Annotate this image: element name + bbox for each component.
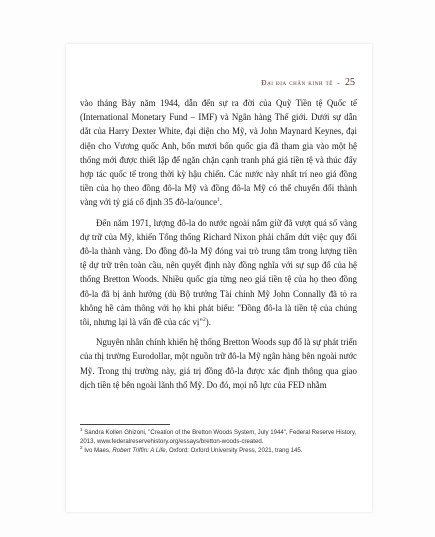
paragraph-text: Đến năm 1971, lượng đô-la do nước ngoài nắm giữ đã vượt quá số vàng dự trữ của Mỹ, khiến Tổng thống Richard Nixon phải chấm dứt việc quy đổi đô-la thành vàng. Do đồng đô-la Mỹ đóng vai trò trung tâm trong lượng tiền tệ dự trữ trên toàn cầu, nên quyết định này đồng nghĩa với sự sụp đổ của hệ thống Bretton Woods. Nhiều quốc gia từng neo giá tiền tệ của họ theo đồng đô-la đã bị ảnh hưởng (dù Bộ trưởng Tài chính Mỹ John Connally đã tỏ ra không hề cảm thông với họ khi phát biểu: "Đồng đô-la là tiền tệ của chúng tôi, nhưng lại là vấn đề của các vị": [80, 217, 357, 328]
footnote-text: Sandra Kollen Ghizoni, "Creation of the Bretton Woods System, July 1944", Federal Reserve History, 2013, www.federalreservehistory.org/essays/bretton-woods-created.: [80, 429, 357, 445]
running-header: [240, 77, 355, 88]
paragraph-1: [80, 96, 357, 210]
body-text: [80, 96, 357, 398]
footnote-marker: 2: [203, 317, 206, 324]
footnotes: [80, 426, 357, 457]
footnote-book-title: Robert Triffin: A Life: [112, 447, 166, 455]
header-separator: -: [337, 78, 341, 87]
paragraph-2: [80, 216, 357, 330]
paragraph-3: [80, 335, 357, 392]
paragraph-tail: .: [219, 197, 223, 208]
footnote-text: Ivo Maes,: [84, 447, 113, 455]
footnote-number: 2: [80, 445, 83, 451]
running-title: Đại địa chấn kinh tế: [261, 78, 333, 87]
footnote-1: [80, 426, 357, 446]
footnote-2: [80, 447, 357, 456]
footnote-marker: 1: [217, 197, 220, 204]
paragraph-tail: ).: [205, 317, 211, 328]
page-number: 25: [345, 77, 355, 88]
footnote-number: 1: [80, 426, 83, 432]
paragraph-text: Nguyên nhân chính khiến hệ thống Bretton Woods sụp đổ là sự phát triển của thị trường Eurodollar, một nguồn trữ đô-la Mỹ ngân hàng bên ngoài nước Mỹ. Trong thị trường này, giá trị đồng đô-la được xác định thông qua giao dịch tiền tệ bên ngoài lãnh thổ Mỹ. Do đó, mọi nỗ lực của FED nhằm: [80, 337, 357, 390]
paragraph-text: vào tháng Bảy năm 1944, dẫn đến sự ra đời của Quỹ Tiền tệ Quốc tế (International Monetary Fund – IMF) và Ngân hàng Thế giới. Dưới sự dẫn dắt của Harry Dexter White, đại diện cho Mỹ, và John Maynard Keynes, đại diện cho Vương quốc Anh, bốn mươi bốn quốc gia đã tham gia vào một hệ thống mới được thiết lập để ngăn chặn cạnh tranh phá giá tiền tệ và thúc đẩy hợp tác quốc tế trong thời kỳ hậu chiến. Các nước này nhất trí neo giá đồng tiền của họ theo đồng đô-la Mỹ và đồng đô-la Mỹ có thể chuyển đổi thành vàng với tỷ giá cố định 35 đô-la/ounce: [80, 98, 357, 208]
footnote-text: , Oxford: Oxford University Press, 2021, trang 145.: [165, 447, 303, 455]
footnote-divider: [80, 424, 170, 425]
